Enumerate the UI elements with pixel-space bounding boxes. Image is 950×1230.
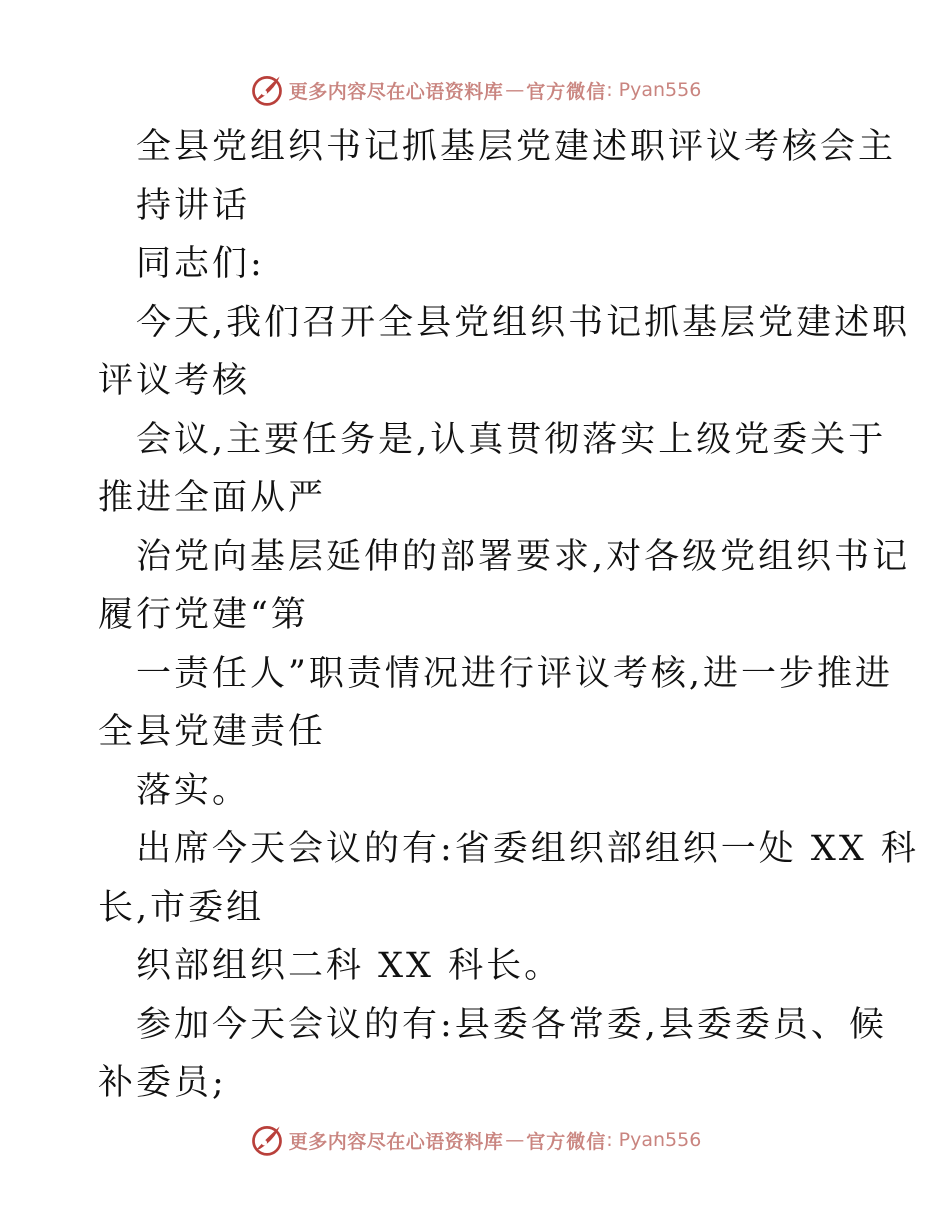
banner-separator: : xyxy=(606,79,613,101)
header-watermark xyxy=(0,70,950,110)
text-line: 会议,主要任务是,认真贯彻落实上级党委关于 xyxy=(136,419,887,460)
text-line: 评议考核 xyxy=(98,361,251,401)
text-line: 履行党建“第 xyxy=(98,595,309,635)
text-line: 同志们: xyxy=(136,244,265,284)
banner-dash: — xyxy=(505,1129,525,1151)
banner-brand: 更多内容尽在心语资料库 xyxy=(288,80,504,103)
text-line: 一责任人”职责情况进行评议考核,进一步推进 xyxy=(136,653,894,694)
banner-dash: — xyxy=(505,79,525,101)
banner-separator: : xyxy=(606,1129,613,1151)
text-line: 织部组织二科 XX 科长。 xyxy=(136,946,563,986)
banner-wechat-id: Pyan556 xyxy=(618,1129,702,1151)
text-line: 长,市委组 xyxy=(98,887,265,928)
footer-watermark xyxy=(0,1120,950,1160)
banner-brand: 更多内容尽在心语资料库 xyxy=(288,1130,504,1153)
banner-wechat-label: 官方微信 xyxy=(526,80,607,103)
text-line: 全县党建责任 xyxy=(98,712,327,752)
text-line: 持讲话 xyxy=(136,185,251,226)
text-line: 补委员; xyxy=(98,1063,227,1103)
text-line: 推进全面从严 xyxy=(98,478,327,518)
quill-logo-icon xyxy=(249,1122,285,1158)
text-line: 参加今天会议的有:县委各常委,县委委员、候 xyxy=(136,1004,887,1045)
text-line: 落实。 xyxy=(136,770,251,811)
banner-wechat-id: Pyan556 xyxy=(618,79,702,101)
text-line: 出席今天会议的有:省委组织部组织一处 XX 科 xyxy=(136,829,919,869)
document-body xyxy=(98,118,919,1113)
text-line: 治党向基层延伸的部署要求,对各级党组织书记 xyxy=(136,536,911,577)
text-line: 今天,我们召开全县党组织书记抓基层党建述职 xyxy=(136,302,911,343)
banner-wechat-label: 官方微信 xyxy=(526,1130,607,1153)
quill-logo-icon xyxy=(249,72,285,108)
text-line: 全县党组织书记抓基层党建述职评议考核会主 xyxy=(136,127,897,167)
